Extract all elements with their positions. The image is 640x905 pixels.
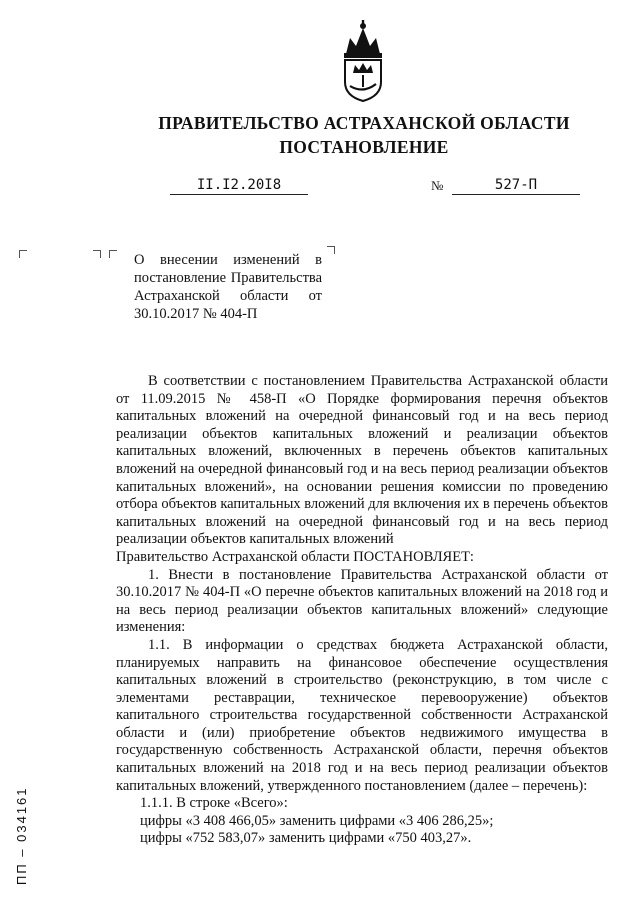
document-date: II.I2.20I8 — [170, 176, 308, 195]
paragraph-item-1-1-1: 1.1.1. В строке «Всего»: — [140, 795, 288, 812]
paragraph-item-1: 1. Внести в постановление Правительства Астраханской области от 30.10.2017 № 404-П «О перечне объектов капитальных вложений на 2018 год и на весь период реализации объектов капитальных вложений» следующие изменения: — [116, 566, 608, 636]
margin-code: ПП – 034161 — [14, 786, 29, 885]
paragraph-figures-1: цифры «3 408 466,05» заменить цифрами «3 406 286,25»; — [140, 812, 494, 829]
astrakhan-coat-of-arms-icon — [338, 20, 388, 102]
corner-mark — [109, 250, 117, 258]
paragraph-figures-2: цифры «752 583,07» заменить цифрами «750 403,27». — [140, 830, 472, 847]
paragraph-preamble: В соответствии с постановлением Правительства Астраханской области от 11.09.2015 № 458-П «О Порядке формирования перечня объектов капитальных вложений на очередной финансовый год и на весь период реализации объектов капитальных вложений и реализации объектов капитальных вложений, включенных в перечень объектов капитальных вложений на очередной финансовый год и на весь период реализации объектов капитальных вложений», на основании решения комиссии по проведению отбора объектов капитальных вложений для включения их в перечень объектов капитальных вложений на очередной финансовый год и на весь период реализации объектов капитальных вложений — [116, 373, 608, 548]
corner-mark — [93, 250, 101, 258]
corner-mark — [327, 246, 335, 254]
corner-mark — [19, 250, 27, 258]
document-type: ПОСТАНОВЛЕНИЕ — [279, 137, 449, 157]
paragraph-item-1-1: 1.1. В информации о средствах бюджета Астраханской области, планируемых направить на финансовое обеспечение осуществления капитальных вложений в строительство (реконструкцию, в том числе с элементами реставрации, техническое перевооружение) объектов капитального строительства государственной собственности Астраханской области и (или) приобретение объектов недвижимого имущества в государственную собственность Астраханской области, перечня объектов капитальных вложений на 2018 год и на весь период реализации объектов капитальных вложений, утвержденного постановлением (далее – перечень): — [116, 636, 608, 794]
document-body — [116, 373, 608, 848]
number-sign: № — [431, 178, 444, 193]
document-number: 527-П — [452, 176, 580, 195]
document-subject: О внесении изменений в постановление Правительства Астраханской области от 30.10.2017 № 404-П — [134, 252, 322, 322]
paragraph-resolution: Правительство Астраханской области ПОСТАНОВЛЯЕТ: — [116, 548, 474, 565]
authority-title: ПРАВИТЕЛЬСТВО АСТРАХАНСКОЙ ОБЛАСТИ — [158, 113, 570, 133]
